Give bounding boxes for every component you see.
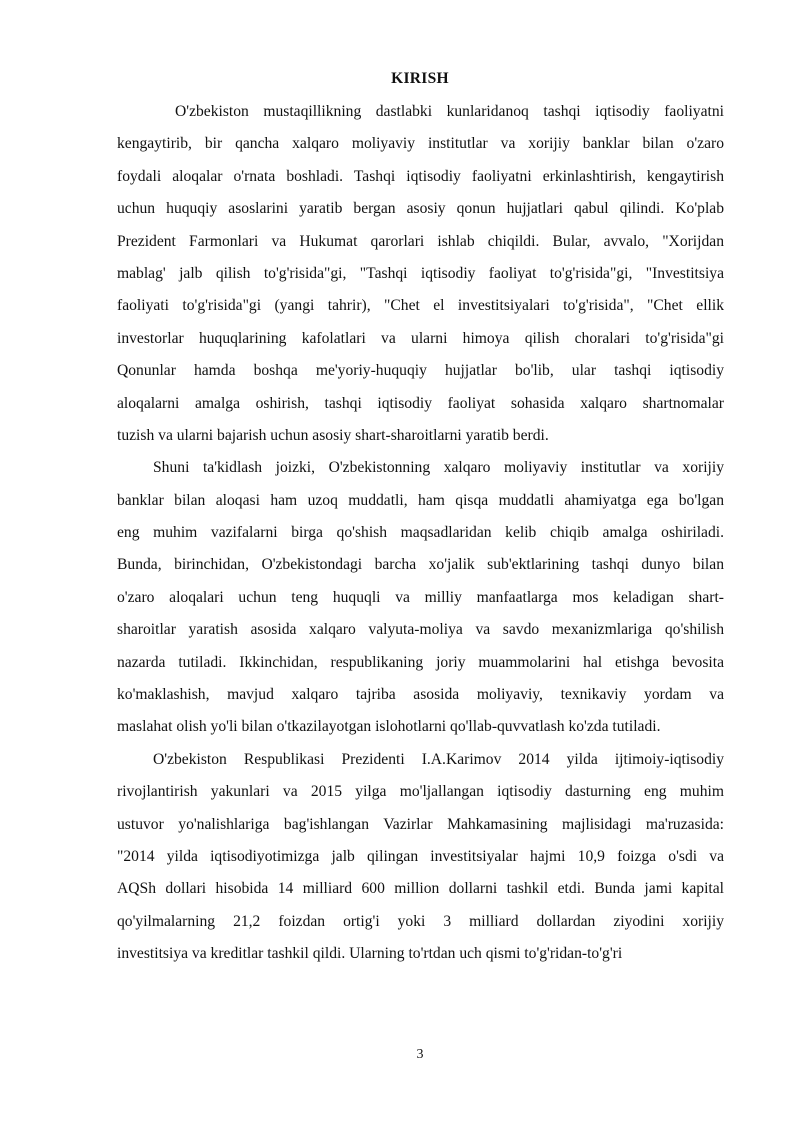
paragraph-2 [117, 452, 724, 744]
text-line: kengaytirib, bir qancha xalqaro moliyaviy institutlar va xorijiy banklar bilan o'zaro [117, 135, 724, 153]
page-number: 3 [416, 1047, 424, 1062]
text-line: foydali aloqalar o'rnata boshladi. Tashqi iqtisodiy faoliyatni erkinlashtirish, kengaytirish [117, 167, 724, 185]
text-line: aloqalarni amalga oshirish, tashqi iqtisodiy faoliyat sohasida xalqaro shartnomalar [117, 394, 724, 412]
text-line: uchun huquqiy asoslarini yaratib bergan asosiy qonun hujjatlari qabul qilindi. Ko'plab [117, 200, 724, 218]
text-line: o'zaro aloqalari uchun teng huquqli va milliy manfaatlarga mos keladigan shart- [117, 588, 724, 606]
page-title: KIRISH [391, 70, 449, 87]
text-line: sharoitlar yaratish asosida xalqaro valyuta-moliya va savdo mexanizmlariga qo'shilish [117, 621, 724, 639]
text-line: ko'maklashish, mavjud xalqaro tajriba asosida moliyaviy, texnikaviy yordam va [117, 686, 724, 704]
text-line: rivojlantirish yakunlari va 2015 yilga mo'ljallangan iqtisodiy dasturning eng muhim [117, 783, 724, 801]
text-line: tuzish va ularni bajarish uchun asosiy shart-sharoitlarni yaratib berdi. [117, 426, 549, 444]
text-line: faoliyati to'g'risida"gi (yangi tahrir), "Chet el investitsiyalari to'g'risida", "Chet ellik [117, 297, 724, 315]
text-line: investorlar huquqlarining kafolatlari va ularni himoya qilish choralari to'g'risida"gi [117, 329, 724, 347]
text-line: O'zbekiston Respublikasi Prezidenti I.A.Karimov 2014 yilda ijtimoiy-iqtisodiy [153, 750, 724, 768]
paragraph-3 [117, 744, 724, 971]
text-line: investitsiya va kreditlar tashkil qildi. Ularning to'rtdan uch qismi to'g'ridan-to'g'ri [117, 945, 623, 963]
text-line: banklar bilan aloqasi ham uzoq muddatli, ham qisqa muddatli ahamiyatga ega bo'lgan [117, 491, 724, 509]
text-line: mablag' jalb qilish to'g'risida"gi, "Tashqi iqtisodiy faoliyat to'g'risida"gi, "Investitsiya [117, 264, 724, 282]
text-line: Prezident Farmonlari va Hukumat qarorlari ishlab chiqildi. Bular, avvalo, "Xorijdan [117, 232, 724, 250]
document-body [117, 96, 724, 971]
paragraph-1 [117, 96, 724, 452]
text-line: maslahat olish yo'li bilan o'tkazilayotgan islohotlarni qo'llab-quvvatlash ko'zda tutiladi. [117, 718, 661, 736]
text-line: Qonunlar hamda boshqa me'yoriy-huquqiy hujjatlar bo'lib, ular tashqi iqtisodiy [117, 362, 724, 380]
text-line: ustuvor yo'nalishlariga bag'ishlangan Vazirlar Mahkamasining majlisidagi ma'ruzasida: [117, 815, 724, 833]
text-line: Bunda, birinchidan, O'zbekistondagi barcha xo'jalik sub'ektlarining tashqi dunyo bilan [117, 556, 724, 574]
text-line: eng muhim vazifalarni birga qo'shish maqsadlaridan kelib chiqib amalga oshiriladi. [117, 524, 724, 542]
text-line: Shuni ta'kidlash joizki, O'zbekistonning xalqaro moliyaviy institutlar va xorijiy [153, 459, 724, 477]
text-line: nazarda tutiladi. Ikkinchidan, respublikaning joriy muammolarini hal etishga bevosita [117, 653, 724, 671]
text-line: O'zbekiston mustaqillikning dastlabki kunlaridanoq tashqi iqtisodiy faoliyatni [175, 103, 724, 120]
text-line: "2014 yilda iqtisodiyotimizga jalb qilingan investitsiyalar hajmi 10,9 foizga o'sdi va [117, 847, 724, 865]
text-line: qo'yilmalarning 21,2 foizdan ortig'i yoki 3 milliard dollardan ziyodini xorijiy [117, 912, 724, 930]
text-line: AQSh dollari hisobida 14 milliard 600 million dollarni tashkil etdi. Bunda jami kapital [117, 880, 724, 898]
